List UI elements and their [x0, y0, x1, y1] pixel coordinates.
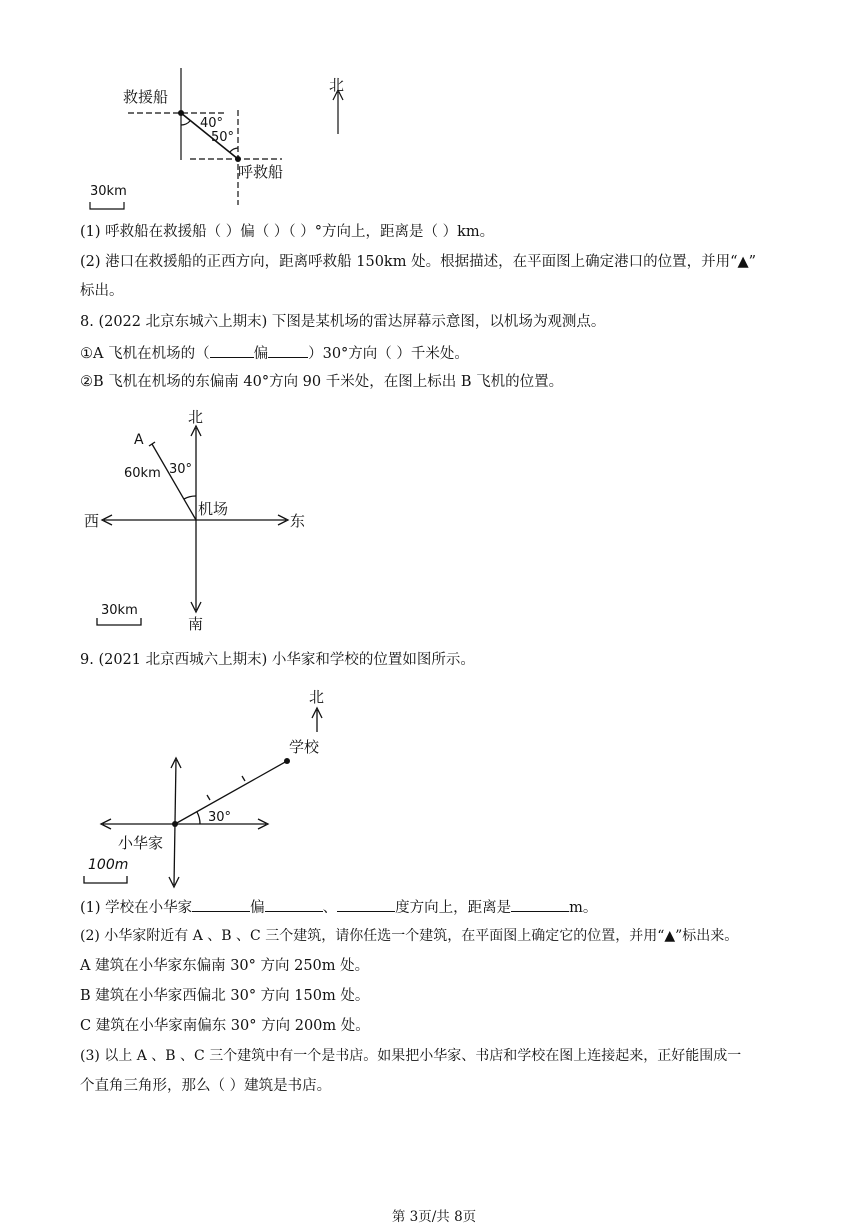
distress-ship-label: 呼救船: [238, 163, 284, 181]
q9-part2: (2) 小华家附近有 A 、B 、C 三个建筑，请你任选一个建筑，在平面图上确定它的位置，并用“▲”标出来。: [80, 928, 739, 944]
south-label: 南: [188, 615, 204, 633]
q9-p1-b: 偏: [250, 900, 265, 916]
page-footer: 第 3页/共 8页: [391, 1209, 477, 1225]
q9-blank3[interactable]: [337, 896, 395, 912]
q9-part3-line2: 个直角三角形，那么（ ）建筑是书店。: [80, 1078, 332, 1094]
q7-part2-line2: 标出。: [80, 283, 124, 299]
q8-title: 8. (2022 北京东城六上期末) 下图是某机场的雷达屏幕示意图，以机场为观测点。: [80, 314, 606, 330]
q9-p1-a: (1) 学校在小华家: [80, 900, 193, 916]
angle-40-label: 40°: [200, 116, 224, 131]
rescue-figure: [80, 62, 380, 222]
scale-bar: [97, 618, 141, 625]
airport-label: 机场: [198, 500, 229, 518]
q8-line1: [80, 342, 469, 364]
distress-ship-point: [235, 156, 241, 162]
home-label: 小华家: [118, 834, 164, 852]
q8-line1-post: ）30°方向（ ）千米处。: [308, 346, 469, 362]
q7-part1: (1) 呼救船在救援船（ ）偏（ ）（ ）°方向上，距离是（ ）km。: [80, 224, 495, 240]
angle-label: 30°: [169, 462, 193, 477]
q7-part2-line1: (2) 港口在救援船的正西方向，距离呼救船 150km 处。根据描述，在平面图上确定港口的位置，并用“▲”: [80, 254, 757, 270]
angle-label: 30°: [208, 810, 232, 825]
north-label: 北: [188, 408, 204, 426]
q9-p1-d: 度方向上，距离是: [395, 900, 512, 916]
plane-a-line: [152, 444, 196, 520]
west-label: 西: [84, 512, 100, 530]
plane-a-label: A: [134, 432, 144, 448]
q9-building-a: A 建筑在小华家东偏南 30° 方向 250m 处。: [80, 958, 370, 974]
scale-bar: [90, 202, 124, 209]
segment-tick-1: [207, 795, 210, 800]
school-point: [284, 758, 290, 764]
plane-a-tick: [149, 442, 155, 446]
school-label: 学校: [289, 738, 320, 756]
segment-tick-2: [242, 776, 245, 781]
scale-bar: [84, 876, 127, 883]
angle-arc: [197, 812, 200, 824]
rescue-ship-point: [178, 110, 184, 116]
q9-part3-line1: (3) 以上 A 、B 、C 三个建筑中有一个是书店。如果把小华家、书店和学校在图上连接起来，正好能围成一: [80, 1048, 742, 1064]
q9-building-b: B 建筑在小华家西偏北 30° 方向 150m 处。: [80, 988, 370, 1004]
east-label: 东: [290, 512, 306, 530]
q8-line1-pre: ①A 飞机在机场的（: [80, 346, 210, 362]
north-label: 北: [329, 76, 345, 94]
q8-line1-mid: 偏: [253, 346, 269, 362]
angle-arc-40: [181, 121, 190, 125]
q8-line2: ②B 飞机在机场的东偏南 40°方向 90 千米处，在图上标出 B 飞机的位置。: [80, 374, 564, 390]
q8-blank2[interactable]: [268, 342, 308, 358]
q9-blank2[interactable]: [265, 896, 323, 912]
angle-50-label: 50°: [211, 130, 235, 145]
north-label: 北: [309, 688, 325, 706]
home-point: [172, 821, 178, 827]
q9-part1: [80, 896, 597, 918]
home-school-figure: [80, 680, 360, 890]
scale-label: 30km: [101, 603, 138, 618]
angle-arc: [184, 496, 196, 499]
distance-label: 60km: [124, 466, 161, 481]
q9-blank1[interactable]: [192, 896, 250, 912]
q9-title: 9. (2021 北京西城六上期末) 小华家和学校的位置如图所示。: [80, 652, 475, 668]
radar-figure: [80, 400, 330, 635]
q9-building-c: C 建筑在小华家南偏东 30° 方向 200m 处。: [80, 1018, 370, 1034]
rescue-ship-label: 救援船: [123, 88, 169, 106]
q9-p1-e: m。: [569, 900, 598, 916]
q9-blank4[interactable]: [511, 896, 569, 912]
q9-p1-c: 、: [322, 900, 338, 916]
q8-blank1[interactable]: [210, 342, 254, 358]
scale-label: 100m: [88, 857, 129, 873]
scale-label: 30km: [90, 184, 127, 199]
angle-arc-50: [230, 148, 238, 152]
